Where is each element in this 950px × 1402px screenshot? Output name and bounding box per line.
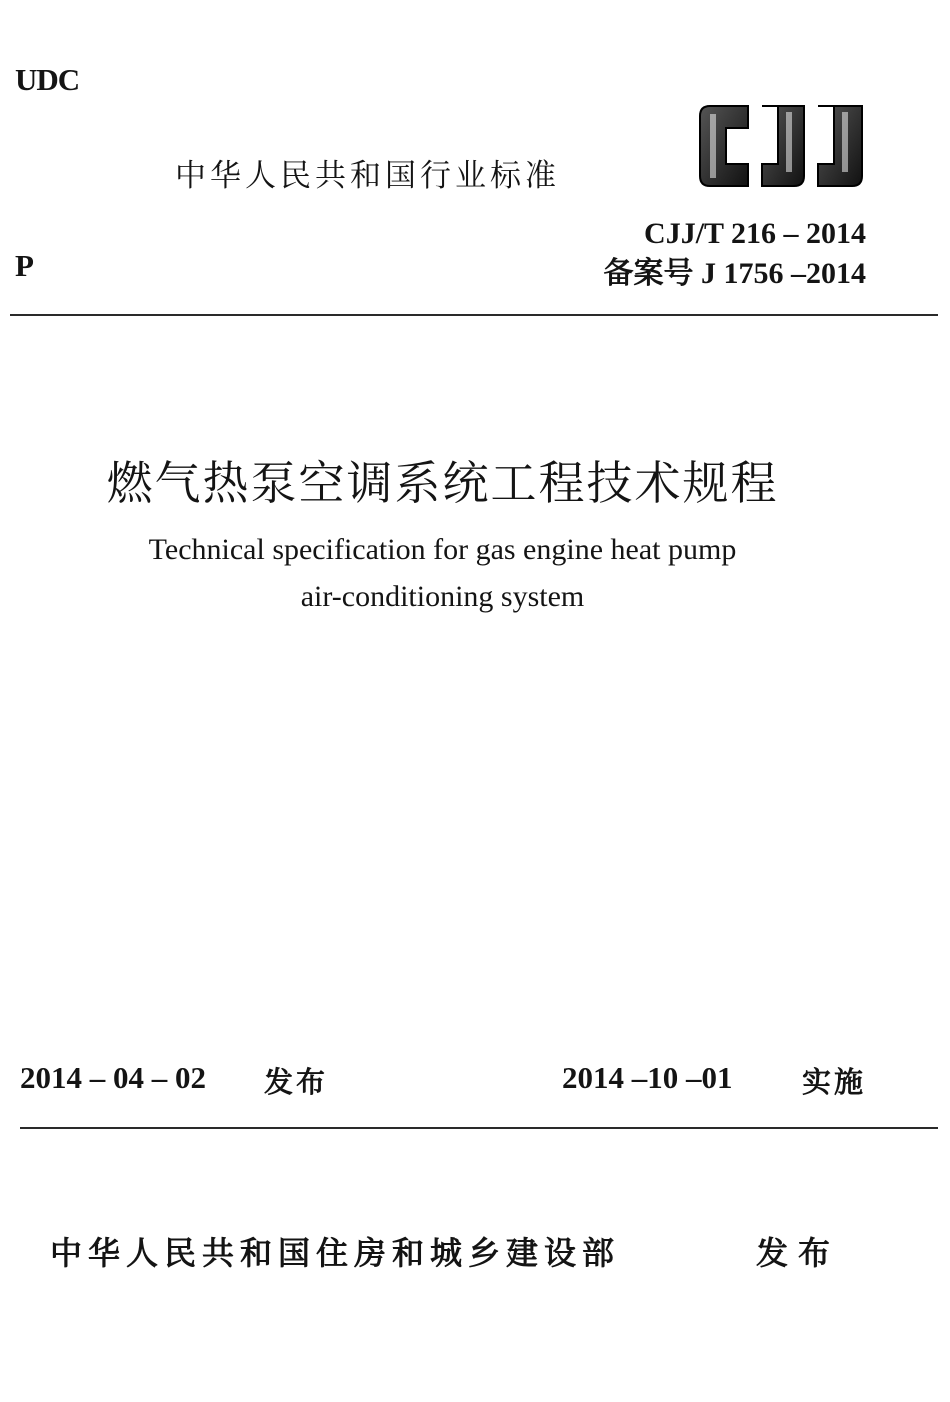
- classification-code: P: [15, 248, 34, 283]
- top-divider: [10, 314, 938, 316]
- title-english: [0, 526, 885, 620]
- issue-date: 2014 – 04 – 02: [20, 1060, 206, 1095]
- implement-label: 实施: [802, 1065, 867, 1099]
- bottom-divider: [20, 1127, 938, 1129]
- record-number: 备案号 J 1756 –2014: [603, 257, 866, 290]
- title-chinese: 燃气热泵空调系统工程技术规程: [106, 456, 779, 510]
- title-english-line2: air-conditioning system: [300, 580, 585, 613]
- udc-label: UDC: [15, 62, 80, 97]
- publish-label: 发布: [756, 1234, 841, 1272]
- title-english-line1: Technical specification for gas engine heat pump: [148, 533, 737, 566]
- publisher: 中华人民共和国住房和城乡建设部: [50, 1234, 621, 1272]
- cjj-logo: [696, 100, 868, 192]
- issue-label: 发布: [264, 1065, 329, 1099]
- standard-type: 中华人民共和国行业标准: [175, 158, 560, 194]
- standard-number: CJJ/T 216 – 2014: [644, 217, 866, 250]
- implement-date: 2014 –10 –01: [562, 1060, 733, 1095]
- standard-number-block: [604, 214, 867, 294]
